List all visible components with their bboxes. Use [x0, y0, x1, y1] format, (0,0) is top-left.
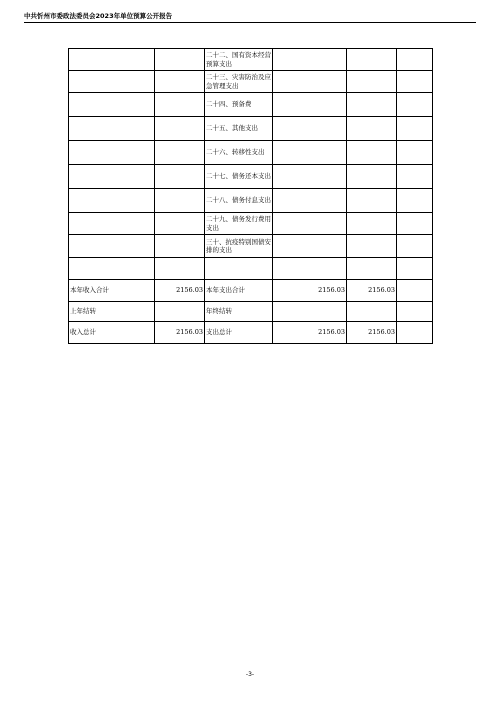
table-cell — [273, 49, 347, 71]
table-cell — [273, 141, 347, 165]
table-cell — [155, 141, 205, 165]
table-cell — [69, 117, 155, 141]
expense-item-label: 三十、抗疫特别国债安排的支出 — [205, 235, 273, 258]
table-row — [69, 165, 433, 189]
table-cell — [205, 258, 273, 280]
table-cell — [155, 258, 205, 280]
header-rule — [24, 22, 476, 23]
expense-value: 2156.03 — [347, 322, 397, 344]
expense-item-label: 二十八、债务付息支出 — [205, 189, 273, 213]
total-row — [69, 322, 433, 344]
budget-table — [68, 48, 433, 344]
table-cell — [347, 235, 397, 258]
expense-label: 本年支出合计 — [205, 280, 273, 302]
income-label: 本年收入合计 — [69, 280, 155, 302]
table-cell — [347, 71, 397, 93]
expense-item-label: 二十二、国有资本经营预算支出 — [205, 49, 273, 71]
table-cell — [397, 280, 433, 302]
table-cell — [347, 93, 397, 117]
table-row — [69, 213, 433, 235]
table-row — [69, 235, 433, 258]
table-cell — [155, 189, 205, 213]
table-cell — [69, 189, 155, 213]
table-row — [69, 49, 433, 71]
table-cell — [397, 71, 433, 93]
table-cell — [69, 49, 155, 71]
expense-value — [347, 302, 397, 322]
expense-item-label: 二十五、其他支出 — [205, 117, 273, 141]
table-row — [69, 117, 433, 141]
table-cell — [273, 117, 347, 141]
expense-item-label: 二十三、灾害防治及应急管理支出 — [205, 71, 273, 93]
page-header — [24, 8, 476, 24]
table-cell — [69, 71, 155, 93]
table-row — [69, 141, 433, 165]
table-row — [69, 71, 433, 93]
table-cell — [397, 322, 433, 344]
total-row — [69, 280, 433, 302]
table-row — [69, 93, 433, 117]
income-label: 收入总计 — [69, 322, 155, 344]
table-cell — [347, 213, 397, 235]
table-cell — [397, 49, 433, 71]
table-cell — [69, 258, 155, 280]
page-number: -3- — [245, 671, 255, 678]
table-cell — [155, 93, 205, 117]
table-cell — [69, 213, 155, 235]
income-label: 上年结转 — [69, 302, 155, 322]
table-cell — [347, 117, 397, 141]
table-cell — [273, 189, 347, 213]
expense-label: 支出总计 — [205, 322, 273, 344]
table-cell — [155, 213, 205, 235]
table-cell — [397, 141, 433, 165]
expense-item-label: 二十九、债务发行费用支出 — [205, 213, 273, 235]
table-cell — [69, 93, 155, 117]
table-cell — [273, 71, 347, 93]
table-cell — [273, 235, 347, 258]
table-row — [69, 189, 433, 213]
table-cell — [347, 49, 397, 71]
report-title: 中共忻州市委政法委员会2023年单位预算公开报告 — [24, 12, 173, 20]
table-cell — [397, 213, 433, 235]
income-value — [155, 302, 205, 322]
expense-item-label: 二十四、预备费 — [205, 93, 273, 117]
expense-value: 2156.03 — [273, 322, 347, 344]
table-cell — [347, 141, 397, 165]
income-value: 2156.03 — [155, 322, 205, 344]
table-cell — [155, 165, 205, 189]
table-cell — [397, 93, 433, 117]
table-cell — [397, 117, 433, 141]
income-value: 2156.03 — [155, 280, 205, 302]
table-cell — [69, 165, 155, 189]
expense-label: 年终结转 — [205, 302, 273, 322]
expense-value: 2156.03 — [273, 280, 347, 302]
table-cell — [69, 141, 155, 165]
table-cell — [273, 213, 347, 235]
expense-item-label: 二十七、债务还本支出 — [205, 165, 273, 189]
table-cell — [397, 235, 433, 258]
total-row — [69, 302, 433, 322]
table-cell — [397, 165, 433, 189]
table-cell — [347, 189, 397, 213]
expense-item-label: 二十六、转移性支出 — [205, 141, 273, 165]
table-cell — [273, 165, 347, 189]
table-cell — [397, 302, 433, 322]
table-cell — [155, 117, 205, 141]
table-cell — [155, 235, 205, 258]
table-row — [69, 258, 433, 280]
table-cell — [397, 258, 433, 280]
table-cell — [347, 258, 397, 280]
table-cell — [69, 235, 155, 258]
expense-value: 2156.03 — [347, 280, 397, 302]
table-cell — [273, 258, 347, 280]
table-cell — [397, 189, 433, 213]
table-cell — [155, 71, 205, 93]
expense-value — [273, 302, 347, 322]
table-cell — [155, 49, 205, 71]
table-cell — [273, 93, 347, 117]
table-cell — [347, 165, 397, 189]
